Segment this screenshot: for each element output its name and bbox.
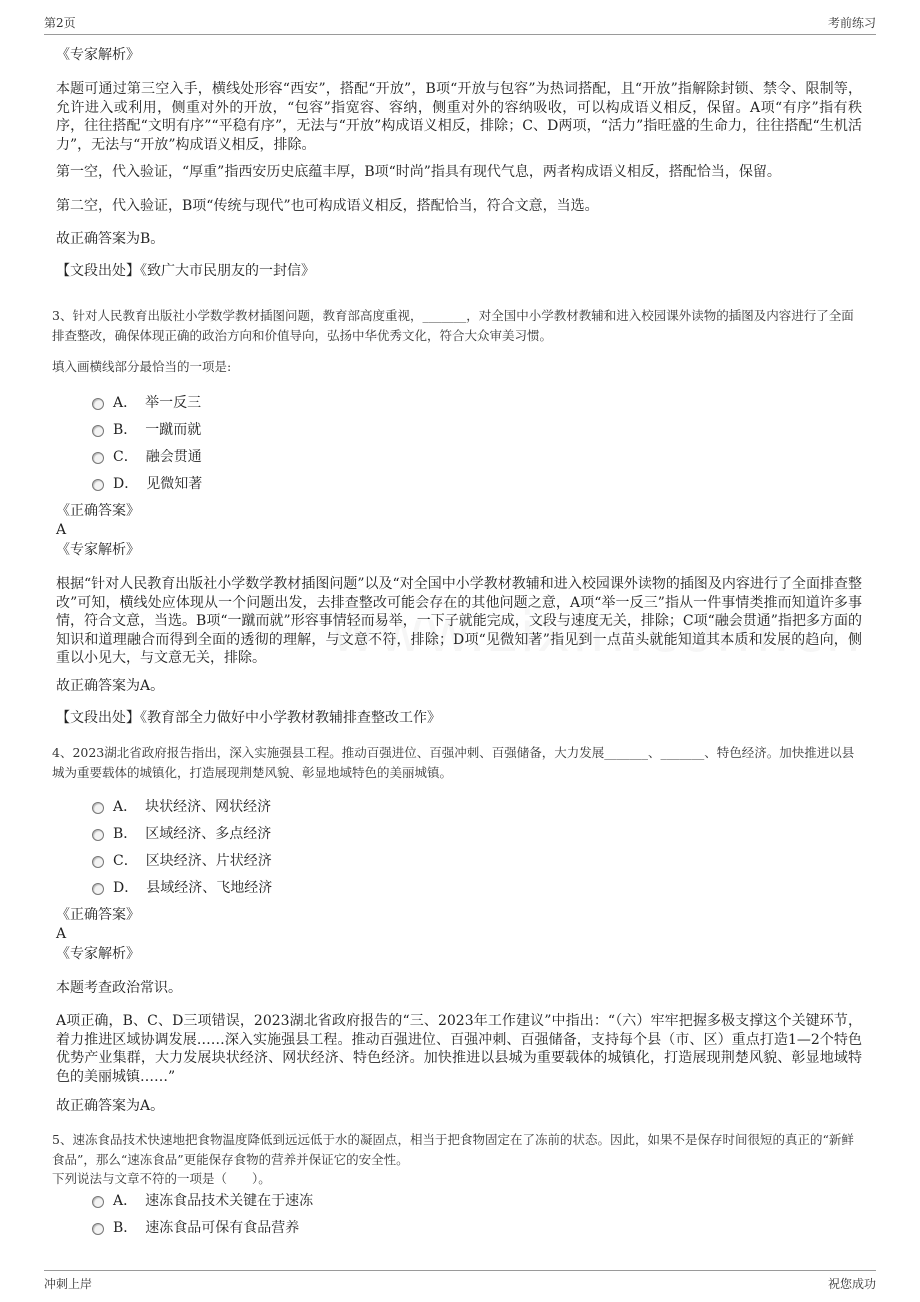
analysis-paragraph: A项正确，B、C、D三项错误，2023湖北省政府报告的“三、2023年工作建议”中指出：“（六）牢牢把握多极支撑这个关键环节，着力推进区域协调发展……深入实施强县工程。推动百强进位、百强冲刺、百强储备，支持每个县（市、区）重点打造1—2个特色优势产业集群，大力发展块状经济、网状经济、特色经济。加快推进以县城为重要载体的城镇化，打造展现荆楚风貌、彰显地域特色的美丽城镇……”	[56, 1013, 862, 1085]
radio-icon[interactable]	[92, 479, 104, 491]
q3-option-d[interactable]: D． 见微知著	[92, 473, 202, 493]
q5-option-a[interactable]: A． 速冻食品技术关键在于速冻	[92, 1190, 313, 1210]
conclusion: 故正确答案为B。	[56, 231, 165, 247]
footer-left-text: 冲刺上岸	[44, 1277, 93, 1291]
radio-icon[interactable]	[92, 425, 104, 437]
analysis-label: 《专家解析》	[56, 47, 140, 63]
radio-icon[interactable]	[92, 1196, 104, 1208]
page-header	[44, 14, 876, 35]
page-number: 第2页	[44, 16, 76, 30]
analysis-paragraph: 本题可通过第三空入手，横线处形容“西安”，搭配“开放”，B项“开放与包容”为热词搭配，且“开放”指解除封锁、禁令、限制等，允许进入或利用，侧重对外的开放，“包容”指宽容、容纳，侧重对外的容纳吸收，可以构成语义相反，保留。A项“有序”指有秩序，往往搭配“文明有序”“平稳有序”，无法与“开放”构成语义相反，排除；C、D两项，“活力”指旺盛的生命力，往往搭配“生机活力”，无法与“开放”构成语义相反，排除。	[56, 81, 862, 153]
q3-option-b[interactable]: B． 一蹴而就	[92, 419, 201, 439]
radio-icon[interactable]	[92, 1223, 104, 1235]
conclusion: 故正确答案为A。	[56, 678, 165, 694]
question-3-prompt: 填入画横线部分最恰当的一项是:	[52, 359, 232, 374]
q4-option-b[interactable]: B． 区域经济、多点经济	[92, 823, 271, 843]
source-citation: 【文段出处】《教育部全力做好中小学教材教辅排查整改工作》	[56, 710, 441, 726]
q4-option-a[interactable]: A． 块状经济、网状经济	[92, 796, 271, 816]
page-footer	[44, 1270, 876, 1293]
question-5-stem: 5、速冻食品技术快速地把食物温度降低到远远低于水的凝固点，相当于把食物固定在了冻前的状态。因此，如果不是保存时间很短的真正的“新鲜食品”，那么“速冻食品”更能保存食物的营养并保证它的安全性。	[52, 1132, 854, 1167]
question-3-stem: 3、针对人民教育出版社小学数学教材插图问题，教育部高度重视，_______，对全国中小学教材教辅和进入校园课外读物的插图及内容进行了全面排查整改，确保体现正确的政治方向和价值导向，弘扬中华优秀文化，符合大众审美习惯。	[52, 308, 854, 343]
analysis-paragraph: 本题考查政治常识。	[56, 980, 182, 996]
q3-option-c[interactable]: C． 融会贯通	[92, 446, 202, 466]
analysis-paragraph: 第一空，代入验证，“厚重”指西安历史底蕴丰厚，B项“时尚”指具有现代气息，两者构成语义相反，搭配恰当，保留。	[56, 164, 781, 180]
analysis-label: 《专家解析》	[56, 542, 140, 558]
answer-value: A	[56, 926, 67, 942]
analysis-paragraph: 根据“针对人民教育出版社小学数学教材插图问题”以及“对全国中小学教材教辅和进入校园课外读物的插图及内容进行了全面排查整改”可知，横线处应体现从一个问题出发，去排查整改可能会存在的其他问题之意，A项“举一反三”指从一件事情类推而知道许多事情，符合文意，当选。B项“一蹴而就”形容事情轻而易举，一下子就能完成，文段与速度无关，排除；C项“融会贯通”指把多方面的知识和道理融合而得到全面的透彻的理解，与文意不符，排除；D项“见微知著”指见到一点苗头就能知道其本质和发展的趋向，侧重以小见大，与文意无关，排除。	[56, 576, 862, 666]
footer-right-text: 祝您成功	[827, 1277, 876, 1291]
analysis-paragraph: 第二空，代入验证，B项“传统与现代”也可构成语义相反，搭配恰当，符合文意，当选。	[56, 198, 599, 214]
radio-icon[interactable]	[92, 398, 104, 410]
q5-option-b[interactable]: B． 速冻食品可保有食品营养	[92, 1217, 299, 1237]
answer-value: A	[56, 522, 67, 538]
question-5-prompt: 下列说法与文章不符的一项是（ ）。	[52, 1171, 271, 1186]
source-citation: 【文段出处】《致广大市民朋友的一封信》	[56, 263, 315, 279]
answer-label: 《正确答案》	[56, 907, 140, 923]
header-title: 考前练习	[827, 16, 876, 30]
q4-option-d[interactable]: D． 县域经济、飞地经济	[92, 877, 272, 897]
radio-icon[interactable]	[92, 883, 104, 895]
radio-icon[interactable]	[92, 829, 104, 841]
q3-option-a[interactable]: A． 举一反三	[92, 392, 201, 412]
answer-label: 《正确答案》	[56, 503, 140, 519]
analysis-label: 《专家解析》	[56, 946, 140, 962]
conclusion: 故正确答案为A。	[56, 1098, 165, 1114]
radio-icon[interactable]	[92, 802, 104, 814]
question-4-stem: 4、2023湖北省政府报告指出，深入实施强县工程。推动百强进位、百强冲刺、百强储备，大力发展_______、_______、特色经济。加快推进以县城为重要载体的城镇化，打造展现荆楚风貌、彰显地域特色的美丽城镇。	[52, 745, 855, 780]
radio-icon[interactable]	[92, 856, 104, 868]
radio-icon[interactable]	[92, 452, 104, 464]
q4-option-c[interactable]: C． 区块经济、片状经济	[92, 850, 272, 870]
